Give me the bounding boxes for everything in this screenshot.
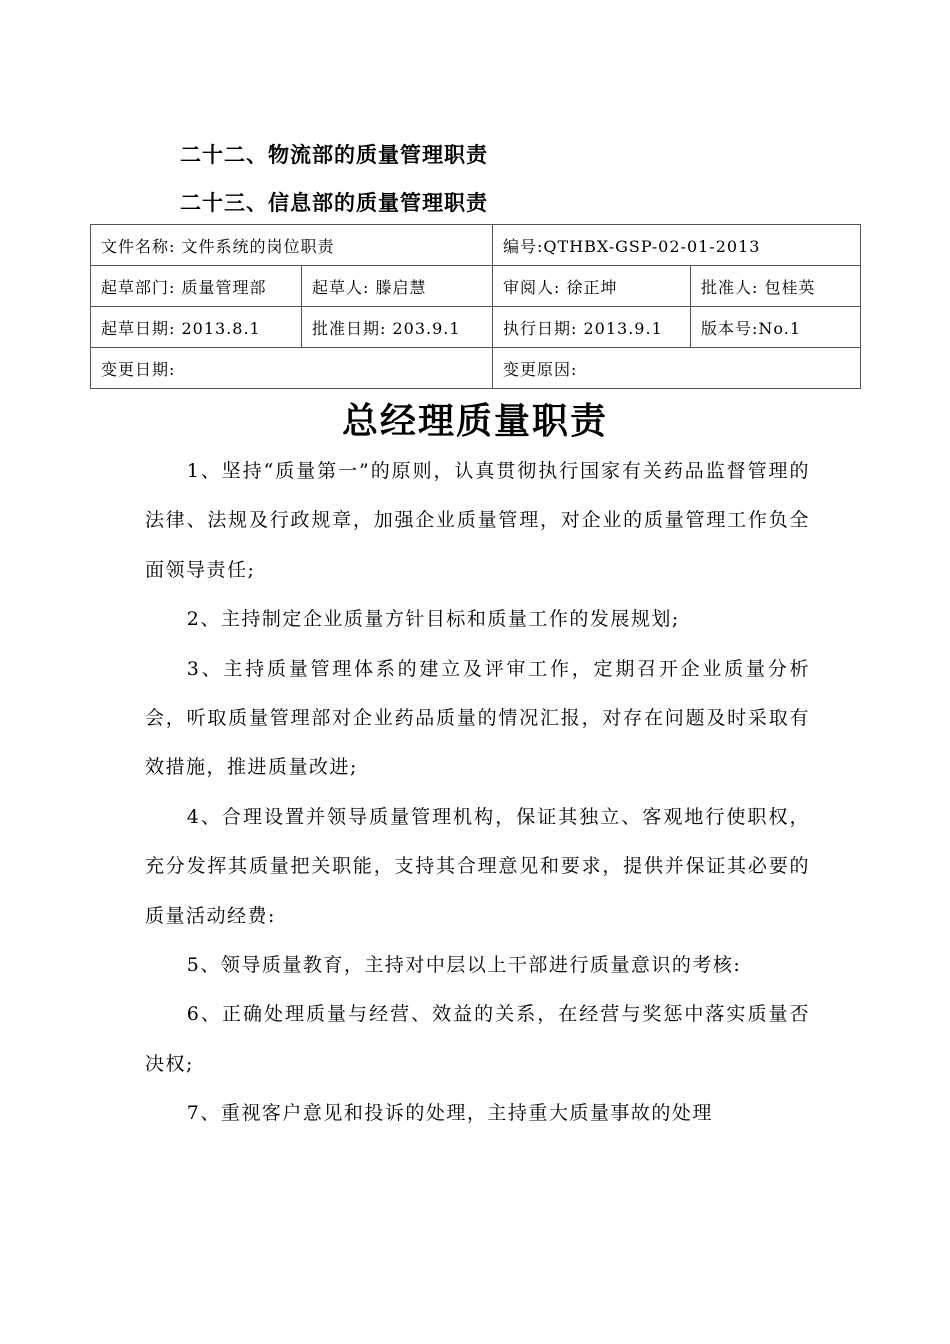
draft-department-cell: 起草部门: 质量管理部 bbox=[91, 266, 302, 307]
approve-date-cell: 批准日期: 203.9.1 bbox=[302, 307, 493, 348]
drafter-cell: 起草人: 滕启慧 bbox=[302, 266, 493, 307]
paragraph-7: 7、重视客户意见和投诉的处理，主持重大质量事故的处理 bbox=[186, 1102, 713, 1125]
body-text bbox=[145, 447, 810, 1139]
change-reason-cell: 变更原因: bbox=[493, 348, 861, 389]
approver-cell: 批准人: 包桂英 bbox=[691, 266, 861, 307]
paragraph-1: 1、坚持“质量第一”的原则，认真贯彻执行国家有关药品监督管理的法律、法规及行政规章，加强企业质量管理，对企业的质量管理工作负全面领导责任; bbox=[145, 460, 810, 581]
section-heading-22: 二十二、物流部的质量管理职责 bbox=[180, 142, 488, 167]
change-date-cell: 变更日期: bbox=[91, 348, 493, 389]
paragraph-5: 5、领导质量教育，主持对中层以上干部进行质量意识的考核: bbox=[186, 954, 742, 977]
paragraph-3: 3、主持质量管理体系的建立及评审工作，定期召开企业质量分析会，听取质量管理部对企业药品质量的情况汇报，对存在问题及时采取有效措施，推进质量改进; bbox=[145, 657, 810, 779]
paragraph-4: 4、合理设置并领导质量管理机构，保证其独立、客观地行使职权，充分发挥其质量把关职能，支持其合理意见和要求，提供并保证其必要的质量活动经费: bbox=[145, 805, 810, 927]
file-name-cell: 文件名称: 文件系统的岗位职责 bbox=[91, 225, 493, 266]
document-title: 总经理质量职责 bbox=[341, 400, 608, 442]
table-row bbox=[91, 266, 861, 307]
document-code-cell: 编号:QTHBX-GSP-02-01-2013 bbox=[493, 225, 861, 266]
section-heading-23: 二十三、信息部的质量管理职责 bbox=[180, 190, 488, 215]
table-row bbox=[91, 225, 861, 266]
table-row bbox=[91, 307, 861, 348]
paragraph-6: 6、正确处理质量与经营、效益的关系，在经营与奖惩中落实质量否决权; bbox=[145, 1003, 810, 1075]
reviewer-cell: 审阅人: 徐正坤 bbox=[493, 266, 691, 307]
document-info-table bbox=[90, 224, 861, 389]
draft-date-cell: 起草日期: 2013.8.1 bbox=[91, 307, 302, 348]
table-row bbox=[91, 348, 861, 389]
execution-date-cell: 执行日期: 2013.9.1 bbox=[493, 307, 691, 348]
paragraph-2: 2、主持制定企业质量方针目标和质量工作的发展规划; bbox=[186, 608, 680, 631]
version-cell: 版本号:No.1 bbox=[691, 307, 861, 348]
